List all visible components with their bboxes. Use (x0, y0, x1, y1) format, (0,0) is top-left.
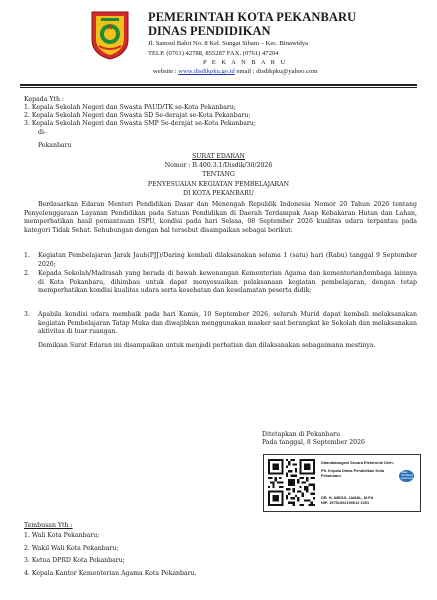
letter-number: Nomor : B.400.3.1/Disdik/30/2026 (164, 162, 273, 169)
email-text: email : disdikpku@yahoo.com (236, 68, 318, 75)
office-address: Jl. Samsul Bahri No. 8 Kel. Sungai Sibam – Kec. Binawidya (148, 40, 309, 47)
recipient-place: Pekanbaru (38, 142, 72, 149)
issued-date: Pada tanggal, 8 September 2026 (262, 439, 365, 446)
bsre-text-line: Sertifikasi (401, 473, 414, 477)
recipient-item: 1. Kepala Sekolah Negeri dan Swasta PAUD/TK se-Kota Pekanbaru; (24, 104, 236, 111)
website-link[interactable]: www.disdikpku.go.id (178, 68, 235, 75)
signer-position-city: Pekanbaru (321, 473, 341, 478)
electronic-signature-box (263, 454, 421, 512)
office-phone: TELP. (0761) 42788, 855287 FAX. (0761) 47204 (148, 49, 279, 57)
department-name: DINAS PENDIDIKAN (148, 24, 271, 38)
office-city: P E K A N B A R U (203, 59, 288, 66)
signer-nip: NIP. 19751002199612 1001 (321, 500, 370, 505)
point-text: Kepada Sekolah/Madrasah yang berada di bawah kewenangan Kementerian Agama dan kementerian/lembaga lainnya di Kota Pekanbaru, dihimbau untuk dapat menyesuaikan pelaksanaan kegiatan pembelajaran, dengan tetap memperhatikan kondisi kualitas udara serta kesehatan dan keselamatan peserta didik; (38, 270, 417, 295)
copies-item: 3. Ketua DPRD Kota Pekanbaru; (24, 557, 125, 564)
signer-position: Plt. Kepala Dinas Pendidikan Kota (321, 468, 385, 473)
copies-item: 2. Wakil Wali Kota Pekanbaru; (24, 545, 119, 552)
pekanbaru-city-logo (89, 10, 131, 60)
bsre-text-line: Balai (401, 470, 408, 474)
point-number: 3. (24, 311, 30, 318)
signed-note: Ditandatangani Secara Elektronik Oleh: (321, 460, 394, 465)
copies-title: Tembusan Yth : (24, 522, 73, 529)
copies-item: 1. Wali Kota Pekanbaru; (24, 532, 100, 539)
point-text: Kegiatan Pembelajaran Jarak Jauh(PJJ)/Daring kembali dilaksanakan selama 1 (satu) hari (Rabu) tanggal 9 September 2026; (38, 252, 417, 268)
letterhead (148, 10, 418, 76)
signer-name: DR. H. ABDUL JAMAL, M.Pd (321, 495, 374, 500)
recipient-intro: Kepada Yth : (24, 96, 64, 103)
letterhead-divider (20, 84, 417, 86)
website-label: website : (153, 68, 177, 75)
recipient-di: di- (38, 129, 47, 136)
qr-code (268, 459, 315, 506)
letter-title: SURAT EDARAN (192, 153, 245, 160)
issued-place: Ditetapkan di Pekanbaru (262, 431, 341, 438)
bsre-logo-text (401, 471, 413, 480)
opening-paragraph: Berdasarkan Edaran Menteri Pendidikan Dasar dan Menengah Republik Indonesia Nomor 20 Tahun 2026 tentang Penyelenggaraan Layanan Pendidikan pada Satuan Pendidikan di Daerah Terdampak Asap Kebakaran Hutan dan Lahan, memperhatikan hasil pemantauan ISPU, kondisi pada hari Selasa, 08 September 2026 kualitas udara terpantau pada kategori Tidak Sehat. Sehubungan dengan hal tersebut disampaikan sebagai berikut: (24, 201, 417, 234)
letter-about: TENTANG (202, 171, 235, 178)
point-text: Apabila kondisi udara membaik pada hari Kamis, 10 September 2026, seluruh Murid dapat kembali melaksanakan kegiatan Pembelajaran Tatap Muka dan diwajibkan menggunakan masker saat berangkat ke Sekolah dan melaksanakan aktivitas di luar ruangan. (38, 311, 417, 336)
letter-subject: PENYESUAIAN KEGIATAN PEMBELAJARAN (147, 181, 290, 188)
closing-paragraph: Demikian Surat Edaran ini disampaikan untuk menjadi perhatian dan dilaksanakan sebagaimana mestinya. (38, 342, 376, 349)
letter-subject-location: DI KOTA PEKANBARU (183, 190, 254, 197)
contact-line (153, 67, 418, 76)
letterhead-divider-thin (20, 87, 417, 88)
point-number: 2. (24, 270, 30, 277)
copies-item: 4. Kepala Kantor Kementerian Agama Kota Pekanbaru. (24, 570, 197, 577)
point-number: 1. (24, 252, 30, 259)
government-name: PEMERINTAH KOTA PEKANBARU (148, 10, 357, 24)
recipient-item: 2. Kepala Sekolah Negeri dan Swasta SD Se-derajat se-Kota Pekanbaru; (24, 112, 251, 119)
bsre-text-line: Elektronik (401, 476, 414, 480)
recipient-item: 3. Kepala Sekolah Negeri dan Swasta SMP Se-derajat se-Kota Pekanbaru; (24, 120, 256, 127)
